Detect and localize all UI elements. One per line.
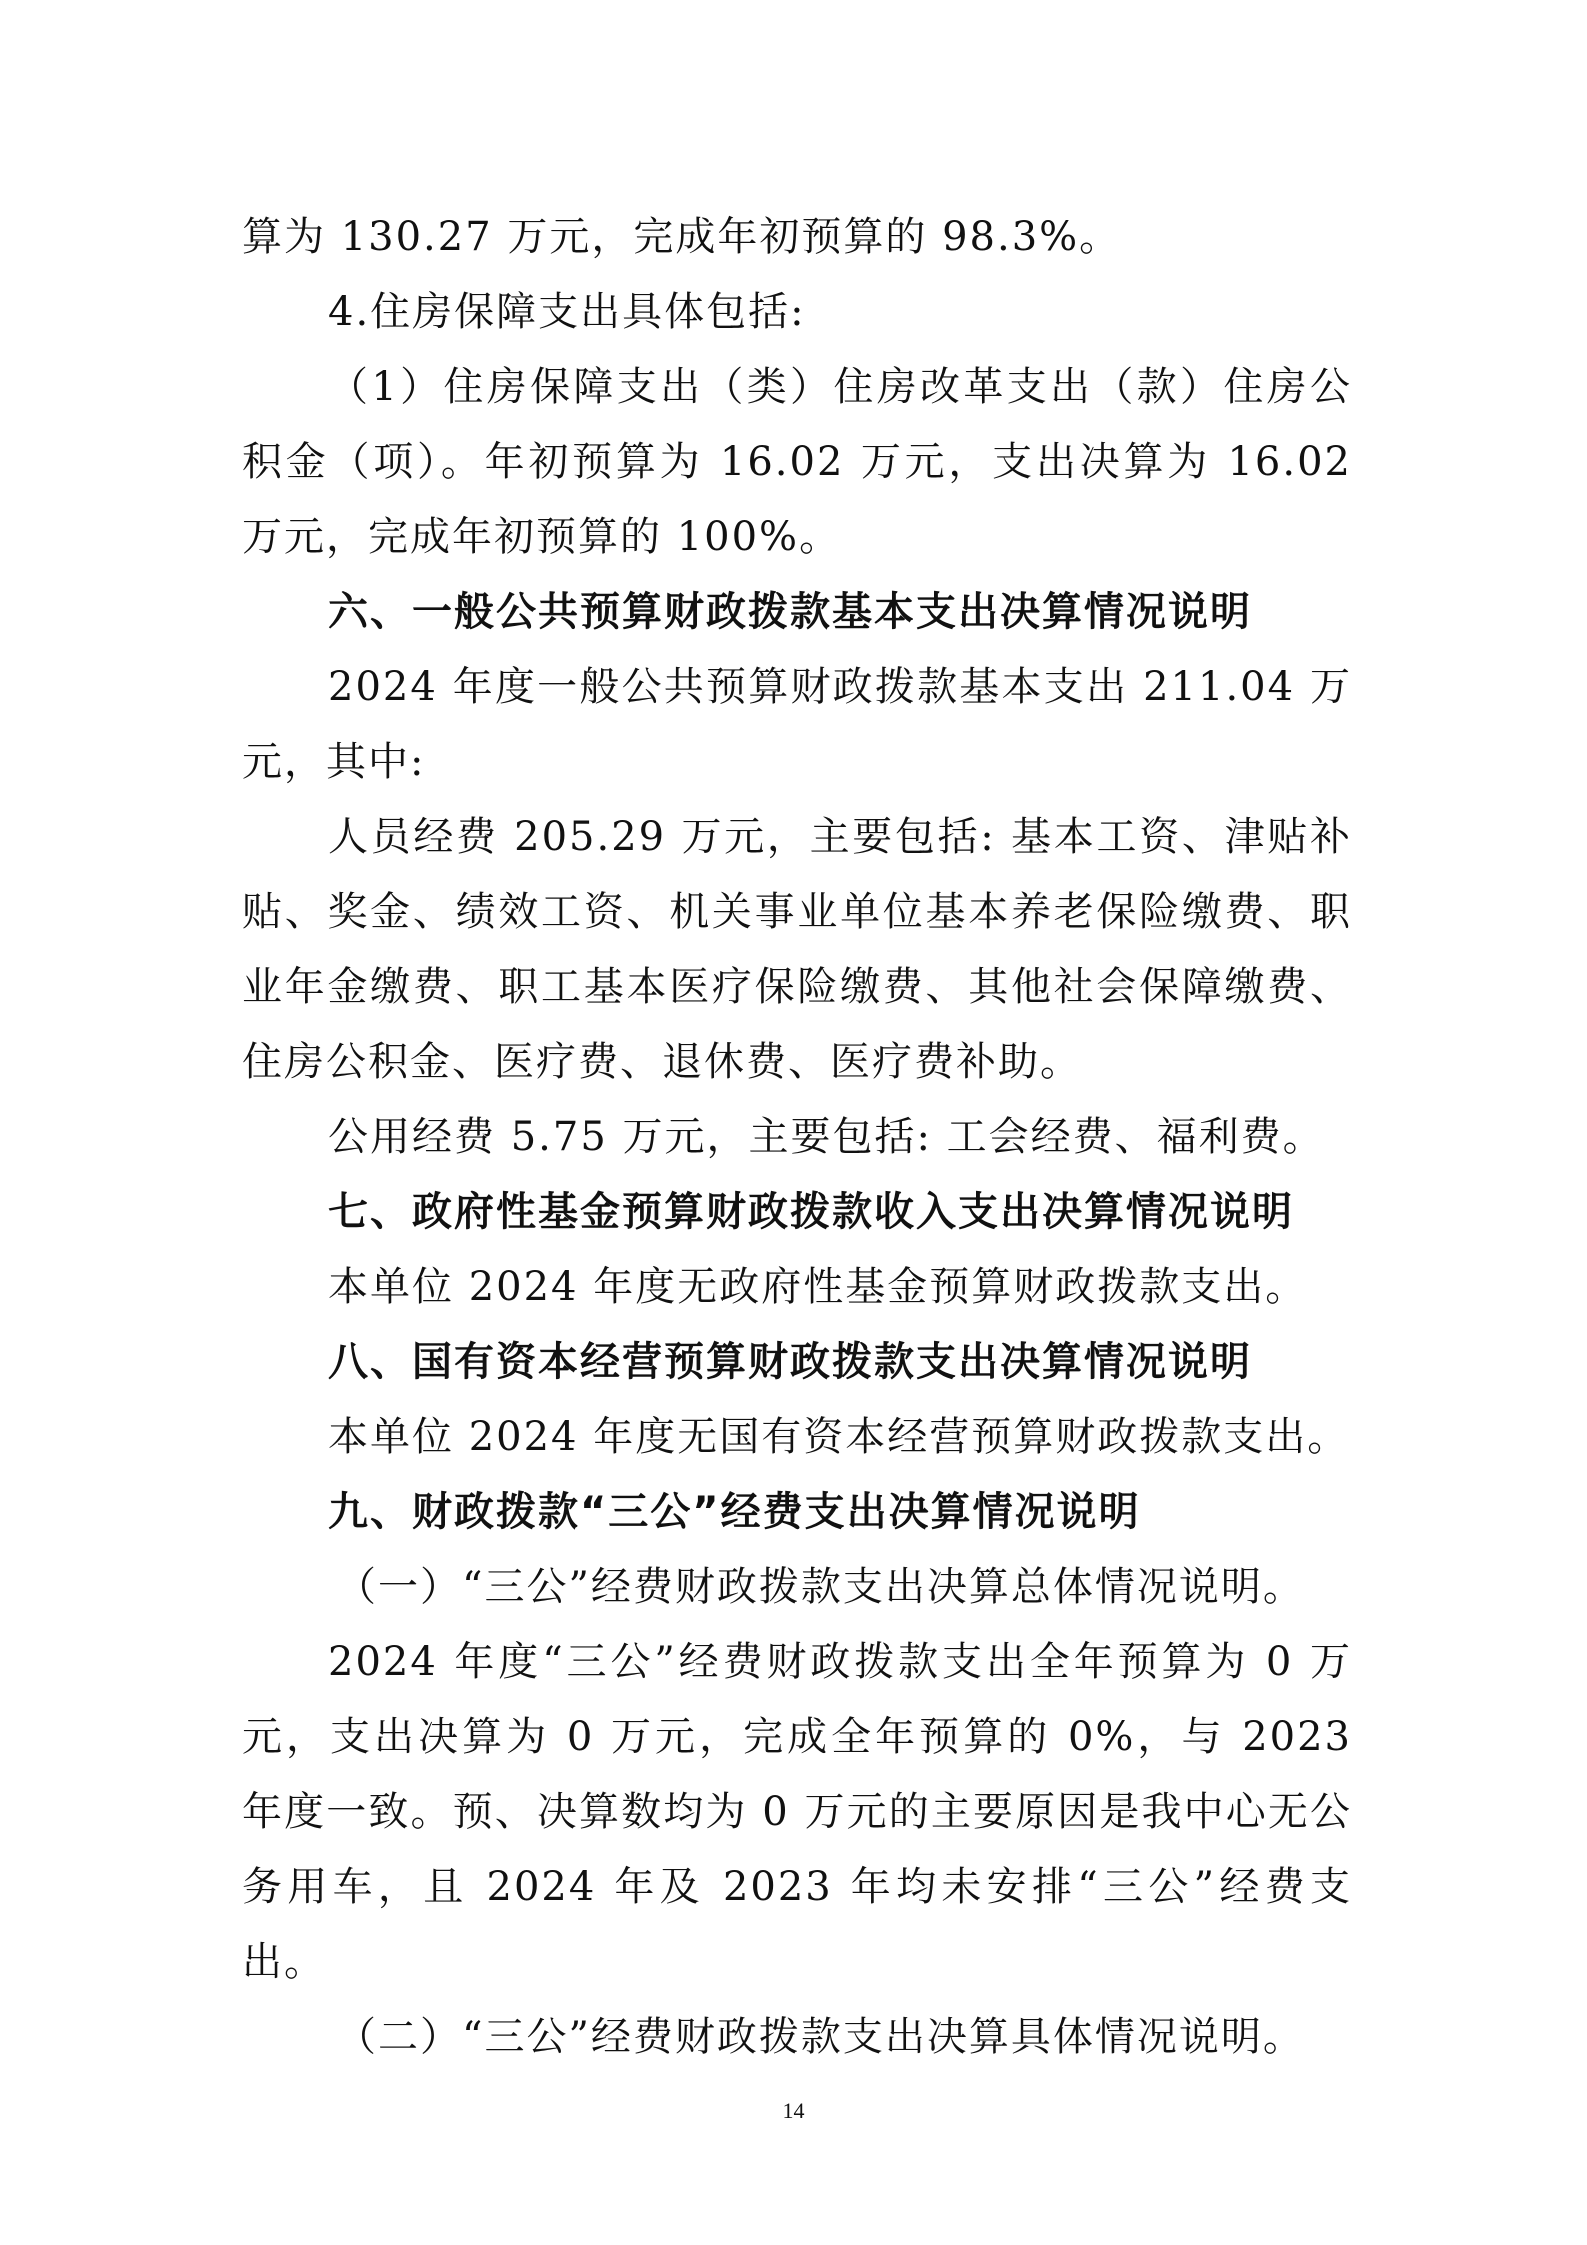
paragraph-basic-expenditure: 2024 年度一般公共预算财政拨款基本支出 211.04 万元，其中:: [242, 664, 1352, 785]
sub-heading-details: （二）“三公”经费财政拨款支出决算具体情况说明。: [336, 2014, 1305, 2060]
page-body: [242, 200, 1352, 2075]
paragraph-gov-fund: 本单位 2024 年度无政府性基金预算财政拨款支出。: [328, 1264, 1308, 1310]
paragraph-housing-heading: 4.住房保障支出具体包括:: [328, 289, 806, 335]
paragraph-budget-completion: 算为 130.27 万元，完成年初预算的 98.3%。: [242, 214, 1122, 260]
sub-heading-overall: （一）“三公”经费财政拨款支出决算总体情况说明。: [336, 1564, 1305, 1610]
paragraph-state-capital: 本单位 2024 年度无国有资本经营预算财政拨款支出。: [328, 1414, 1350, 1460]
section-heading-7: 七、政府性基金预算财政拨款收入支出决算情况说明: [328, 1189, 1294, 1235]
paragraph-three-public-expenses: 2024 年度“三公”经费财政拨款支出全年预算为 0 万元，支出决算为 0 万元，完成全年预算的 0%，与 2023 年度一致。预、决算数均为 0 万元的主要原因是我中心无公务用车，且 2024 年及 2023 年均未安排“三公”经费支出。: [242, 1639, 1352, 1985]
paragraph-public-expenses: 公用经费 5.75 万元，主要包括: 工会经费、福利费。: [328, 1114, 1325, 1160]
paragraph-personnel-expenses: 人员经费 205.29 万元，主要包括: 基本工资、津贴补贴、奖金、绩效工资、机关事业单位基本养老保险缴费、职业年金缴费、职工基本医疗保险缴费、其他社会保障缴费、住房公积金、医疗费、退休费、医疗费补助。: [242, 814, 1352, 1085]
paragraph-housing-fund: （1）住房保障支出（类）住房改革支出（款）住房公积金（项）。年初预算为 16.02 万元，支出决算为 16.02 万元，完成年初预算的 100%。: [242, 364, 1352, 560]
section-heading-6: 六、一般公共预算财政拨款基本支出决算情况说明: [328, 589, 1252, 635]
page-number: 14: [782, 2098, 805, 2123]
section-heading-9: 九、财政拨款“三公”经费支出决算情况说明: [328, 1489, 1141, 1535]
section-heading-8: 八、国有资本经营预算财政拨款支出决算情况说明: [328, 1339, 1252, 1385]
